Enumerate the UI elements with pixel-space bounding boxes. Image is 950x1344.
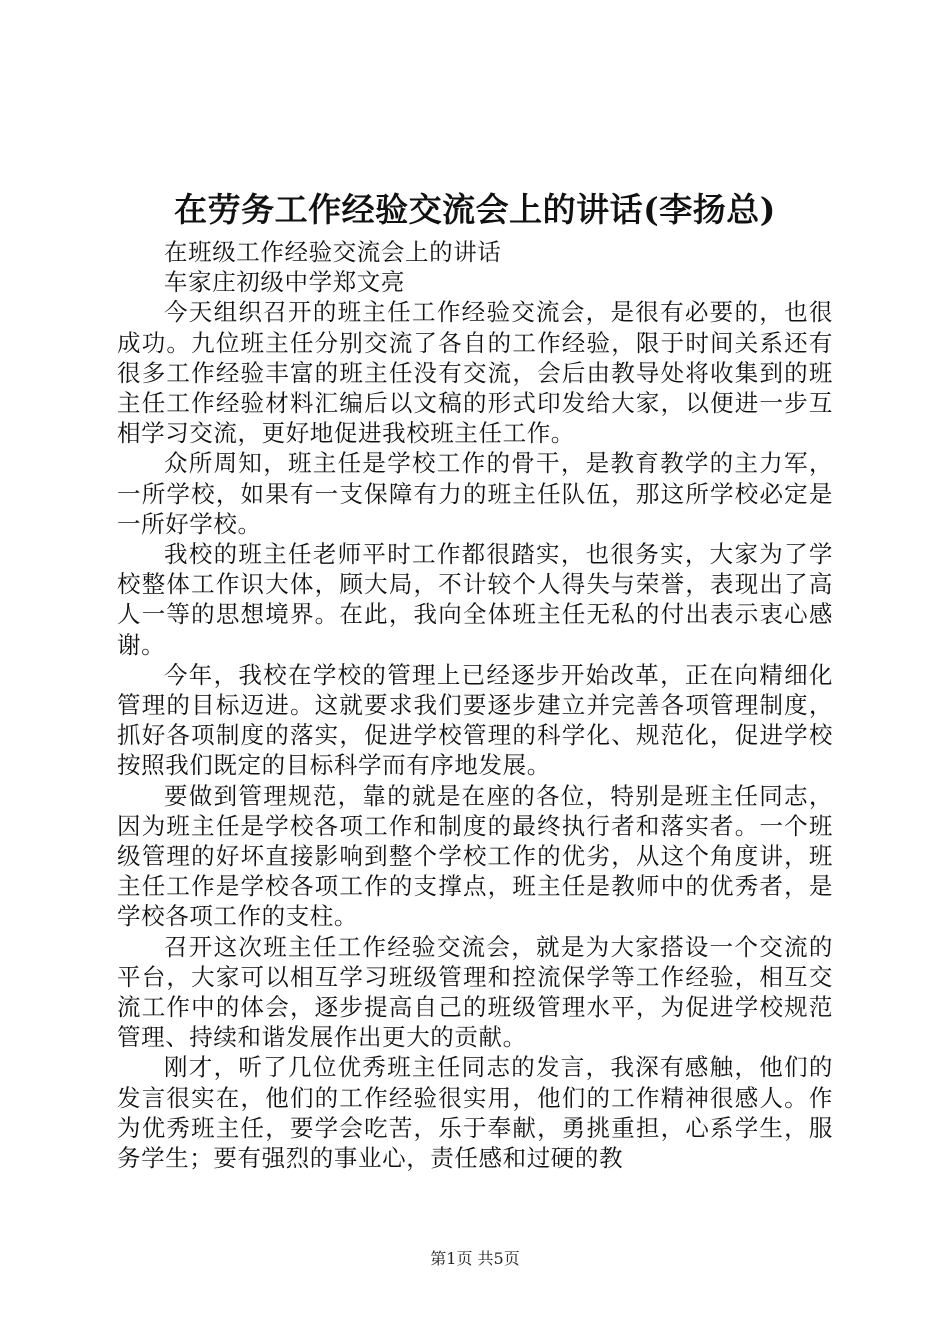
body-paragraph: 刚才，听了几位优秀班主任同志的发言，我深有感触，他们的发言很实在，他们的工作经验很实用，他们的工作精神很感人。作为优秀班主任，要学会吃苦，乐于奉献，勇挑重担，心系学生，服务学生；要有强烈的事业心，责任感和过硬的教 xyxy=(117,1053,833,1173)
page-number-footer: 第1页 共5页 xyxy=(430,1249,520,1268)
body-paragraph: 今年，我校在学校的管理上已经逐步开始改革，正在向精细化管理的目标迈进。这就要求我们要逐步建立并完善各项管理制度，抓好各项制度的落实，促进学校管理的科学化、规范化，促进学校按照我们既定的目标科学而有序地发展。 xyxy=(117,660,833,780)
document-body xyxy=(117,237,833,1173)
body-paragraph: 我校的班主任老师平时工作都很踏实，也很务实，大家为了学校整体工作识大体，顾大局，不计较个人得失与荣誉，表现出了高人一等的思想境界。在此，我向全体班主任无私的付出表示衷心感谢。 xyxy=(117,540,833,659)
body-paragraph: 今天组织召开的班主任工作经验交流会，是很有必要的，也很成功。九位班主任分别交流了各自的工作经验，限于时间关系还有很多工作经验丰富的班主任没有交流，会后由教导处将收集到的班主任工作经验材料汇编后以文稿的形式印发给大家，以便进一步互相学习交流，更好地促进我校班主任工作。 xyxy=(117,298,833,448)
body-paragraph: 召开这次班主任工作经验交流会，就是为大家搭设一个交流的平台，大家可以相互学习班级管理和控流保学等工作经验，相互交流工作中的体会，逐步提高自己的班级管理水平，为促进学校规范管理、持续和谐发展作出更大的贡献。 xyxy=(117,932,833,1052)
author-line: 车家庄初级中学郑文亮 xyxy=(164,268,405,297)
document-title: 在劳务工作经验交流会上的讲话(李扬总) xyxy=(174,190,776,229)
subtitle-line: 在班级工作经验交流会上的讲话 xyxy=(164,238,502,266)
body-paragraph: 众所周知，班主任是学校工作的骨干，是教育教学的主力军，一所学校，如果有一支保障有力的班主任队伍，那这所学校必定是一所好学校。 xyxy=(117,449,833,538)
body-paragraph: 要做到管理规范，靠的就是在座的各位，特别是班主任同志，因为班主任是学校各项工作和制度的最终执行者和落实者。一个班级管理的好坏直接影响到整个学校工作的优劣，从这个角度讲，班主任工作是学校各项工作的支撑点，班主任是教师中的优秀者，是学校各项工作的支柱。 xyxy=(117,781,833,931)
